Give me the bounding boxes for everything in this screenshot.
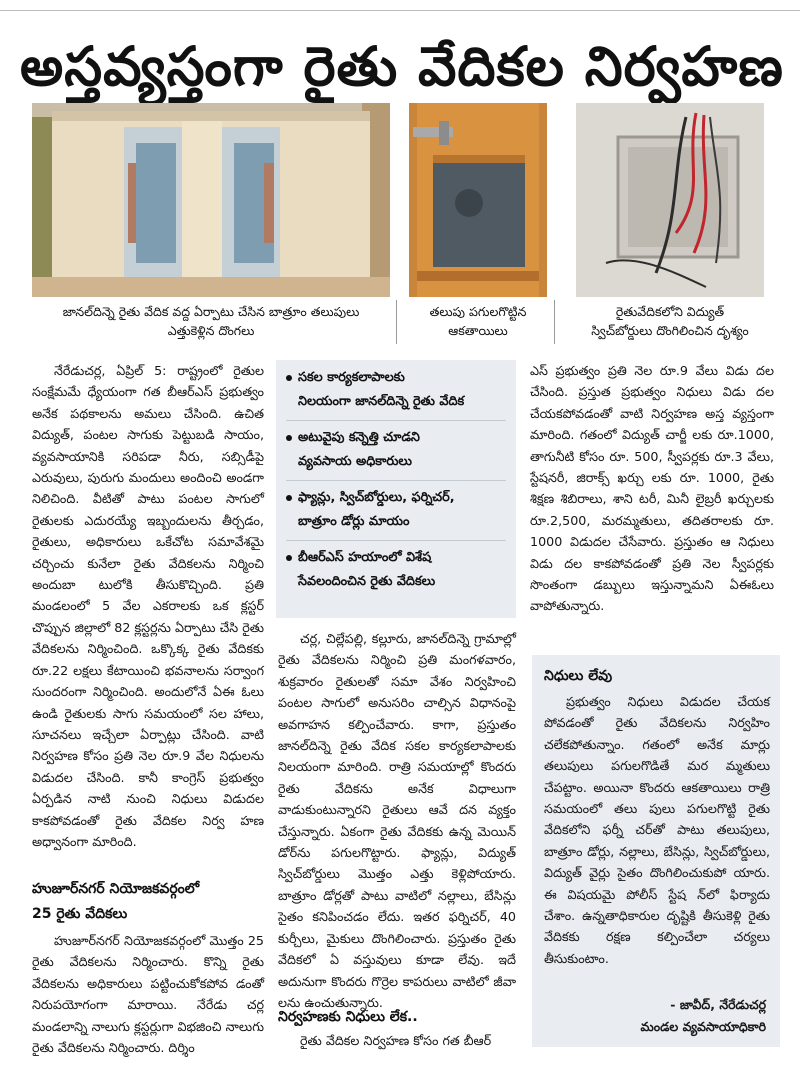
col1-paragraph-1: నేరేడుచర్ల, ఏప్రిల్ 5: రాష్ట్రంలో రైతుల సంక్షేమమే ధ్యేయంగా గత బీఆర్‌ఎస్ ప్రభుత్వం అనేక పథకాలను అమలు చేసింది. ఉచిత విద్యుత్, పంటల సాగుకు పెట్టుబడి సాయం, వ్యవసాయానికి సరిపడా నీరు, సబ్సిడీపై ఎరువులు, పురుగు మందులు అందించి అండగా నిలిచింది. వీటితో పాటు పంటల సాగులో రైతులకు ఎదురయ్యే ఇబ్బందులను తీర్చడం, రైతులు, అధికారులు ఒకేచోట సమావేశమై చర్చించు కునేలా రైతు వేదికలను నిర్మించి అందుబా టులోకి తీసుకొచ్చింది. ప్రతి మండలంలో 5 వేల ఎకరాలకు ఒక క్లస్టర్ చొప్పున జిల్లాలో 82 క్లస్టర్లను ఏర్పాటు చేసి రైతు వేదికలను నిర్మించింది. ఒక్కొక్క రైతు వేదికకు రూ.22 లక్షలు కేటాయించి భవనాలను సర్వాంగ సుందరంగా నిర్మించింది. అందులోనే ఏఈ ఓలు ఉండి రైతులకు సాగు సమయంలో సల హాలు, సూచనలు ఇచ్చేలా ఏర్పాట్లు చేసింది. వాటి నిర్వహణ కోసం ప్రతి నెల రూ.9 వేల నిధులను విడుదల చేసింది. కానీ కాంగ్రెస్ ప్రభుత్వం ఏర్పడిన నాటి నుంచి నిధులు విడుదల కాకపోవడంతో రైతు వేదికల నిర్వ హణ అధ్వానంగా మారింది. <box>32 363 264 849</box>
top-border <box>0 0 800 11</box>
article-column-3 <box>530 360 774 642</box>
highlights-box <box>276 360 516 618</box>
highlight-item-1: సకల కార్యకలాపాలకు నిలయంగా జానల్‌దిన్నె రైతు వేదిక <box>286 366 524 414</box>
caption-photo-bathrooms: జానల్‌దిన్నె రైతు వేదిక వద్ద ఏర్పాటు చేసిన బాత్రూం తలుపులు ఎత్తుకెళ్లిన దొంగలు <box>62 304 360 338</box>
caption-photo-door: తలుపు పగులగొట్టిన ఆకతాయిలు <box>429 304 527 338</box>
article-column-1 <box>32 360 264 870</box>
highlight-item-2: అటువైపు కన్నెత్తి చూడని వ్యవసాయ అధికారులు <box>286 426 524 474</box>
highlight-item-4: బీఆర్‌ఎస్ హయాంలో విశేష సేవలందించిన రైతు వేదికలు <box>286 546 524 594</box>
switchboard-illustration <box>576 103 764 297</box>
caption-photo-switchboard: రైతువేదికలోని విద్యుత్ స్విచ్‌బోర్డులు దొంగిలించిన దృశ్యం <box>591 304 749 338</box>
article-column-2-continued <box>278 1030 516 1054</box>
col2-paragraph-1: చర్ల, చిల్లేపల్లి, కల్లూరు, జానల్‌దిన్నె గ్రామాల్లో రైతు వేదికలను నిర్మించి ప్రతి మంగళవారం, శుక్రవారం రైతులతో సమా వేశం నిర్వహించి పంటల సాగులో అనుసరిం చాల్సిన విధానంపై అవగాహన కల్పించేవారు. కాగా, ప్రస్తుతం జానల్‌దిన్నె రైతు వేదిక సకల కార్యకలాపాలకు నిలయంగా మారింది. రాత్రి సమయాల్లో కొందరు రైతు వేదికను అనేక విధాలుగా వాడుకుంటున్నారని రైతులు ఆవే దన వ్యక్తం చేస్తున్నారు. ఏకంగా రైతు వేదికకు ఉన్న మెయిన్ డోర్‌ను పగులగొట్టారు. ఫ్యాన్లు, విద్యుత్ స్విచ్‌బోర్డులు మొత్తం ఎత్తు కెళ్లిపోయారు. బాత్రూం డోర్లతో పాటు వాటిలో నల్లాలు, బేసిన్లు సైతం కనిపించడం లేదు. ఇతర ఫర్నిచర్, 40 కుర్చీలు, మైకులు దొంగిలించారు. ప్రస్తుతం రైతు వేదికలో ఏ వస్తువులు కూడా లేవు. ఇదే అదునుగా కొందరు గొర్రెల కాపరులు వాటిలో జీవా లను ఉంచుతున్నారు. <box>278 631 516 1010</box>
col1-subhead-2: 25 రైతు వేదికలు <box>32 906 128 922</box>
col2-paragraph-2: రైతు వేదికల నిర్వహణ కోసం గత బీఆర్ <box>300 1033 492 1048</box>
caption-rule-left <box>396 300 397 344</box>
sidebar-title: నిధులు లేవు <box>544 668 613 684</box>
col3-paragraph-1: ఎస్ ప్రభుత్వం ప్రతి నెల రూ.9 వేలు విడు దల చేసింది. ప్రస్తుత ప్రభుత్వం నిధులు విడు దల చేయకపోవడంతో వాటి నిర్వహణ అస్త వ్యస్తంగా మారింది. గతంలో విద్యుత్ చార్జీ లకు రూ.1000, తాగునీటి కోసం రూ. 500, స్వీపర్లకు రూ.3 వేలు, స్టేషనరీ, జిరాక్స్ ఖర్చు లకు రూ. 1000, రైతు శిక్షణ శిబిరాలు, శాని టరీ, మినీ లైబ్రరీ ఖర్చులకు రూ.2,500, మరమ్మతులు, తదితరాలకు రూ. 1000 విడుదల చేసేవారు. ప్రస్తుతం ఆ నిధులు విడు దల కాకపోవడంతో ప్రతి నెల స్వీపర్లకు సొంతంగా డబ్బులు ఇస్తున్నామని ఏఈఓలు వాపోతున్నారు. <box>530 363 774 614</box>
sidebar-designation: మండల వ్యవసాయాధికారి <box>640 1019 766 1034</box>
photo-switchboard <box>576 103 764 297</box>
highlight-divider <box>286 480 506 481</box>
article-column-2 <box>278 628 516 1010</box>
col1-subhead-1: హుజూర్‌నగర్ నియోజకవర్గంలో <box>32 881 200 897</box>
col2-subhead: నిర్వహణకు నిధులు లేక.. <box>278 1009 418 1025</box>
bathrooms-illustration <box>32 103 390 297</box>
door-illustration <box>409 103 547 297</box>
article-column-1-continued <box>32 930 264 1060</box>
col1-paragraph-2: హుజూర్‌నగర్ నియోజకవర్గంలో మొత్తం 25 రైతు వేదికలను నిర్మించారు. కొన్ని రైతు వేదికలను అధికారులు పట్టించుకోకపోవ డంతో నిరుపయోగంగా మారాయి. నేరేడు చర్ల మండలాన్ని నాలుగు క్లస్టర్లుగా విభజించి నాలుగు రైతు వేదికలను నిర్మించారు. దిర్శిం <box>32 933 264 1056</box>
highlight-item-3: ఫ్యాన్లు, స్విచ్‌బోర్డులు, ఫర్నిచర్, బాత్రూం డోర్లు మాయం <box>286 486 524 534</box>
highlight-divider <box>286 540 506 541</box>
highlight-divider <box>286 420 506 421</box>
sidebar-paragraph: ప్రభుత్వం నిధులు విడుదల చేయక పోవడంతో రైతు వేదికలను నిర్వహిం చలేకపోతున్నాం. గతంలో అనేక మార్లు తలుపులు పగులగొడితే మర మ్మతులు చేపట్టాం. అయినా కొందరు ఆకతాయిలు రాత్రి సమయంలో తలు పులు పగులగొట్టి రైతు వేదికలోని ఫర్నీ చర్‌తో పాటు తలుపులు, బాత్రూం డోర్లు, నల్లాలు, బేసిన్లు, స్విచ్‌బోర్డులు, విద్యుత్ వైర్లు సైతం దొంగిలించుకుపో యారు. ఈ విషయమై పోలీస్ స్టేష న్‌లో ఫిర్యాదు చేశాం. ఉన్నతాధికారుల దృష్టికి తీసుకెళ్లి రైతు వేదికకు రక్షణ కల్పించేలా చర్యలు తీసుకుంటాం. <box>544 694 770 966</box>
headline: అస్తవ్యస్తంగా రైతు వేదికల నిర్వహణ <box>20 34 784 98</box>
sidebar-body <box>544 691 770 991</box>
sidebar-author: - జావీద్, నేరేడుచర్ల <box>670 997 766 1012</box>
sidebar-box <box>532 655 780 1047</box>
photo-broken-door <box>409 103 547 297</box>
photo-bathrooms <box>32 103 390 297</box>
caption-rule-right <box>554 300 555 344</box>
